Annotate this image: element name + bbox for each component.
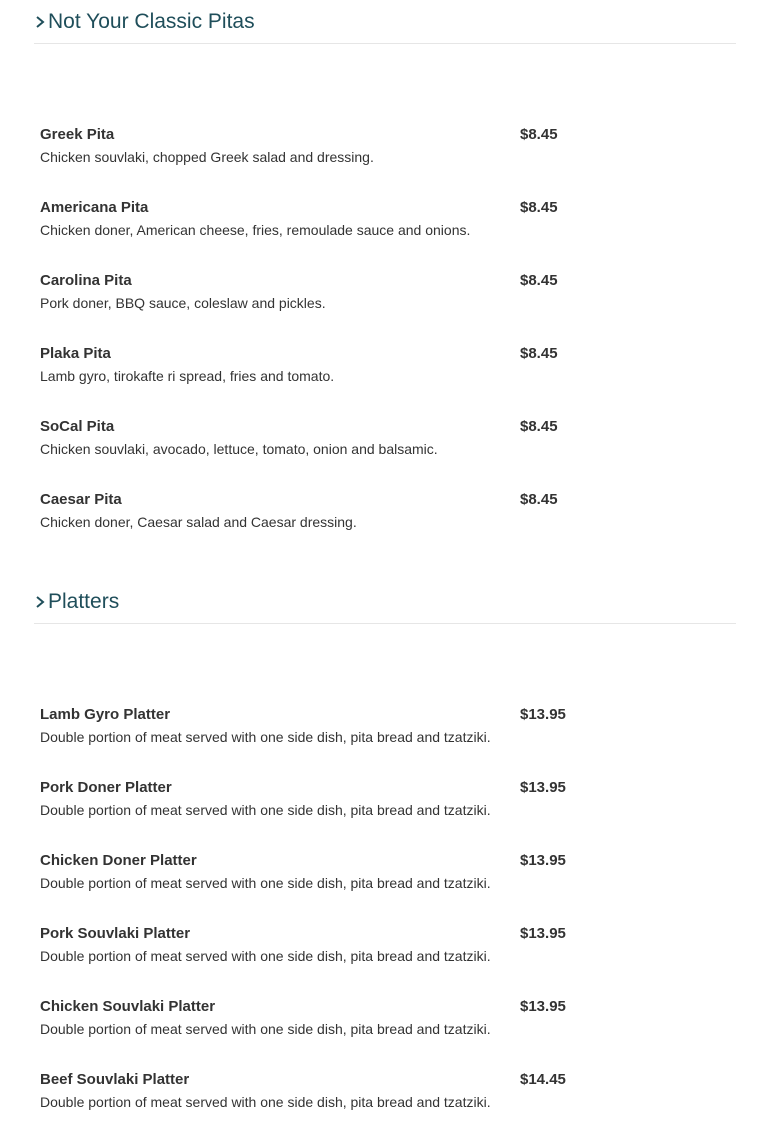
item-description: Chicken souvlaki, avocado, lettuce, tomato, onion and balsamic. [40, 441, 438, 457]
item-price: $8.45 [520, 418, 558, 435]
item-price: $14.45 [520, 1071, 566, 1088]
item-name: Beef Souvlaki Platter [40, 1071, 190, 1088]
item-name: Lamb Gyro Platter [40, 706, 171, 723]
item-name: Chicken Souvlaki Platter [40, 998, 216, 1015]
item-price: $8.45 [520, 199, 558, 216]
item-name: Caesar Pita [40, 491, 122, 508]
menu-item[interactable] [40, 126, 740, 186]
item-description: Double portion of meat served with one side dish, pita bread and tzatziki. [40, 948, 491, 964]
item-price: $8.45 [520, 491, 558, 508]
menu-item[interactable] [40, 345, 740, 405]
item-description: Double portion of meat served with one side dish, pita bread and tzatziki. [40, 729, 491, 745]
item-description: Chicken doner, Caesar salad and Caesar dressing. [40, 514, 357, 530]
item-name: Plaka Pita [40, 345, 111, 362]
menu-item[interactable] [40, 491, 740, 551]
item-name: Pork Souvlaki Platter [40, 925, 191, 942]
item-description: Chicken souvlaki, chopped Greek salad and dressing. [40, 149, 374, 165]
item-description: Double portion of meat served with one side dish, pita bread and tzatziki. [40, 1094, 491, 1110]
menu-item[interactable] [40, 852, 740, 912]
menu-item[interactable] [40, 998, 740, 1058]
item-description: Double portion of meat served with one side dish, pita bread and tzatziki. [40, 875, 491, 891]
menu-item[interactable] [40, 925, 740, 985]
item-description: Double portion of meat served with one side dish, pita bread and tzatziki. [40, 1021, 491, 1037]
menu-section-platters [34, 580, 736, 1110]
menu-item[interactable] [40, 418, 740, 478]
chevron-right-icon [34, 14, 46, 30]
menu-item[interactable] [40, 779, 740, 839]
item-name: Chicken Doner Platter [40, 852, 197, 869]
item-price: $8.45 [520, 345, 558, 362]
item-price: $8.45 [520, 272, 558, 289]
item-description: Lamb gyro, tirokafte ri spread, fries and tomato. [40, 368, 335, 384]
item-name: Carolina Pita [40, 272, 132, 289]
item-price: $8.45 [520, 126, 558, 143]
item-price: $13.95 [520, 852, 566, 869]
item-description: Pork doner, BBQ sauce, coleslaw and pickles. [40, 295, 326, 311]
item-price: $13.95 [520, 925, 566, 942]
section-header-pitas[interactable] [34, 0, 736, 44]
item-description: Chicken doner, American cheese, fries, remoulade sauce and onions. [40, 222, 471, 238]
section-title: Platters [48, 590, 120, 613]
menu-section-pitas [34, 0, 736, 530]
menu-item[interactable] [40, 272, 740, 332]
section-header-platters[interactable] [34, 580, 736, 624]
item-price: $13.95 [520, 779, 566, 796]
section-title: Not Your Classic Pitas [48, 10, 255, 33]
item-price: $13.95 [520, 706, 566, 723]
menu-item[interactable] [40, 706, 740, 766]
item-name: Pork Doner Platter [40, 779, 172, 796]
menu-item[interactable] [40, 199, 740, 259]
chevron-right-icon [34, 594, 46, 610]
item-price: $13.95 [520, 998, 566, 1015]
menu-item[interactable] [40, 1071, 740, 1131]
item-description: Double portion of meat served with one side dish, pita bread and tzatziki. [40, 802, 491, 818]
item-name: Americana Pita [40, 199, 149, 216]
item-name: Greek Pita [40, 126, 115, 143]
item-name: SoCal Pita [40, 418, 115, 435]
